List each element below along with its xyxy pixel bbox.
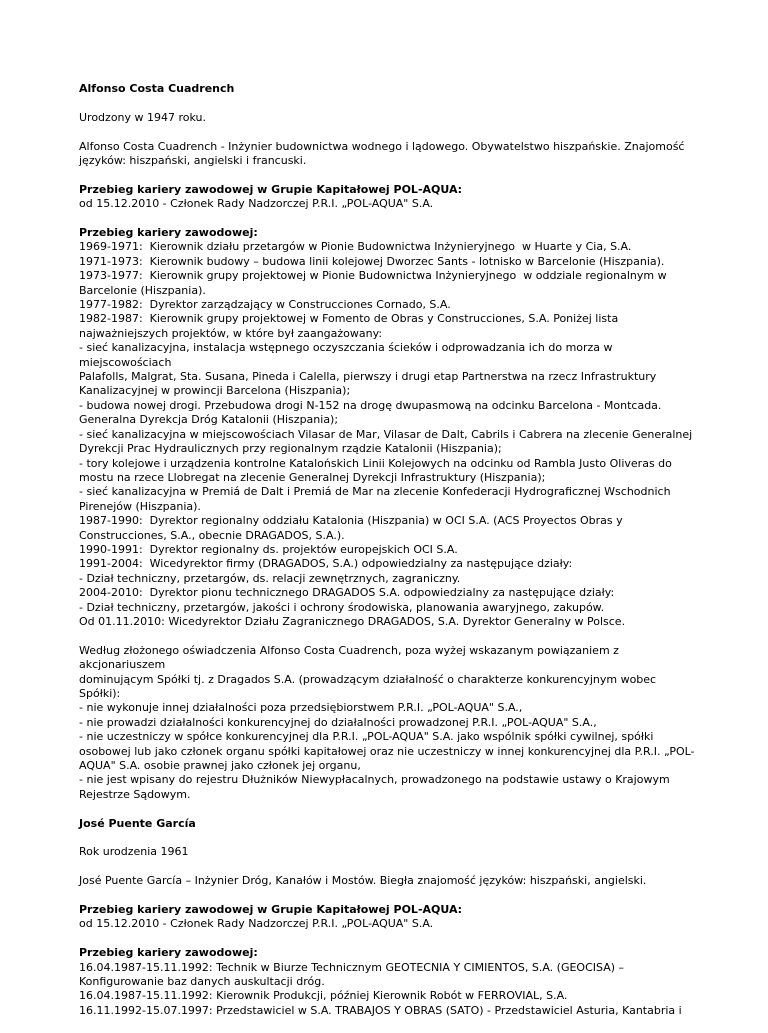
section-heading: Przebieg kariery zawodowej w Grupie Kapitałowej POL-AQUA: <box>79 182 463 196</box>
text-line: Konfigurowanie baz danych auskultacji dróg. <box>79 975 325 989</box>
text-line: od 15.12.2010 - Członek Rady Nadzorczej P.R.I. „POL-AQUA" S.A. <box>79 917 434 931</box>
text-line: 1982-1987: Kierownik grupy projektowej w Fomento de Obras y Construcciones, S.A. Poniżej lista <box>79 312 619 326</box>
person2-career <box>79 946 699 1018</box>
person1-group-career <box>79 183 699 212</box>
text-line: mostu na rzece Llobregat na zlecenie Generalnej Dyrekcji Infrastruktury (Hiszpania); <box>79 470 546 484</box>
text-line: - Dział techniczny, przetargów, ds. relacji zewnętrznych, zagraniczny. <box>79 571 461 585</box>
text-line: najważniejszych projektów, w które był zaangażowany: <box>79 326 383 340</box>
person1-description <box>79 140 699 169</box>
text-line: 1990-1991: Dyrektor regionalny ds. projektów europejskich OCI S.A. <box>79 542 458 556</box>
text-line: 16.11.1992-15.07.1997: Przedstawiciel w S.A. TRABAJOS Y OBRAS (SATO) - Przedstawiciel Asturia, Kantabria i <box>79 1003 682 1017</box>
text-line: Dyrekcji Prac Hydraulicznych przy regionalnym rządzie Katalonii (Hiszpania); <box>79 442 502 456</box>
section-heading: Przebieg kariery zawodowej: <box>79 226 258 239</box>
text-line: 16.04.1987-15.11.1992: Technik w Biurze Technicznym GEOTECNIA Y CIMIENTOS, S.A. (GEOCISA) – <box>79 960 625 974</box>
text-line: - nie uczestniczy w spółce konkurencyjnej dla P.R.I. „POL-AQUA" S.A. jako wspólnik spółki cywilnej, spółki <box>79 730 654 744</box>
document-page <box>79 82 699 1033</box>
person1-statement <box>79 644 699 802</box>
text-line: języków: hiszpański, angielski i francuski. <box>79 154 307 167</box>
person1-career <box>79 226 699 629</box>
text-line: - budowa nowej drogi. Przebudowa drogi N-152 na drogę dwupasmową na odcinku Barcelona - Montcada. <box>79 398 662 412</box>
text-line: 1971-1973: Kierownik budowy – budowa linii kolejowej Dworzec Sants - lotnisko w Barcelonie (Hiszpania). <box>79 254 665 268</box>
text-line: Generalna Dyrekcja Dróg Katalonii (Hiszpania); <box>79 413 339 427</box>
text-line: - nie prowadzi działalności konkurencyjnej do działalności prowadzonej P.R.I. „POL-AQUA" S.A., <box>79 715 597 729</box>
text-line: AQUA" S.A. osobie prawnej jako członek jej organu, <box>79 759 361 773</box>
text-line: Według złożonego oświadczenia Alfonso Costa Cuadrench, poza wyżej wskazanym powiązaniem z akcjonariuszem <box>79 643 623 672</box>
person2-description: José Puente García – Inżynier Dróg, Kanałów i Mostów. Biegła znajomość języków: hiszpański, angielski. <box>79 874 647 888</box>
person1-name: Alfonso Costa Cuadrench <box>79 82 235 95</box>
text-line: Od 01.11.2010: Wicedyrektor Działu Zagranicznego DRAGADOS, S.A. Dyrektor Generalny w Polsce. <box>79 614 626 628</box>
person1-born: Urodzony w 1947 roku. <box>79 110 207 124</box>
text-line: - sieć kanalizacyjna w miejscowościach Vilasar de Mar, Vilasar de Dalt, Cabrils i Cabrera na zlecenie Generalnej <box>79 427 693 441</box>
text-line: - sieć kanalizacyjna w Premiá de Dalt i Premiá de Mar na zlecenie Konfederacji Hydrograficznej Wschodnich <box>79 485 671 499</box>
text-line: 1969-1971: Kierownik działu przetargów w Pionie Budownictwa Inżynieryjnego w Huarte y Cia, S.A. <box>79 240 632 254</box>
text-line: 16.04.1987-15.11.1992: Kierownik Produkcji, później Kierownik Robót w FERROVIAL, S.A. <box>79 989 568 1003</box>
text-line: - Dział techniczny, przetargów, jakości i ochrony środowiska, planowania awaryjnego, zakupów. <box>79 600 605 614</box>
text-line: Pirenejów (Hiszpania). <box>79 499 201 513</box>
person2-name: José Puente García <box>79 816 196 830</box>
text-line: Construcciones, S.A., obecnie DRAGADOS, S.A.). <box>79 528 345 542</box>
person2-born: Rok urodzenia 1961 <box>79 845 189 859</box>
text-line: 1991-2004: Wicedyrektor firmy (DRAGADOS, S.A.) odpowiedzialny za następujące działy: <box>79 557 573 571</box>
text-line: - tory kolejowe i urządzenia kontrolne Katalońskich Linii Kolejowych na odcinku od Rambla Justo Oliveras do <box>79 456 672 470</box>
text-line: Alfonso Costa Cuadrench - Inżynier budownictwa wodnego i lądowego. Obywatelstwo hiszpańskie. Znajomość <box>79 139 685 153</box>
text-line: - sieć kanalizacyjna, instalacja wstępnego oczyszczania ścieków i odprowadzania ich do morza w miejscowościach <box>79 341 617 369</box>
section-heading: Przebieg kariery zawodowej: <box>79 946 258 960</box>
text-line: 1973-1977: Kierownik grupy projektowej w Pionie Budownictwa Inżynieryjnego w oddziale regionalnym w <box>79 269 667 283</box>
person2-group-career <box>79 903 699 932</box>
text-line: Rejestrze Sądowym. <box>79 787 191 801</box>
career-list <box>79 240 699 629</box>
career-list <box>79 961 699 1019</box>
text-line: 1987-1990: Dyrektor regionalny oddziału Katalonia (Hiszpania) w OCI S.A. (ACS Proyectos Obras y <box>79 514 623 528</box>
text-line: od 15.12.2010 - Członek Rady Nadzorczej P.R.I. „POL-AQUA" S.A. <box>79 197 434 211</box>
text-line: 2004-2010: Dyrektor pionu technicznego DRAGADOS S.A. odpowiedzialny za następujące działy: <box>79 586 615 600</box>
text-line: osobowej lub jako członek organu spółki kapitałowej oraz nie uczestniczy w innej konkurencyjnej dla P.R.I. „POL- <box>79 744 695 758</box>
text-line: - nie wykonuje innej działalności poza przedsiębiorstwem P.R.I. „POL-AQUA" S.A., <box>79 701 523 715</box>
text-line: - nie jest wpisany do rejestru Dłużników Niewypłacalnych, prowadzonego na podstawie ustawy o Krajowym <box>79 773 670 787</box>
text-line: 1977-1982: Dyrektor zarządzający w Construcciones Cornado, S.A. <box>79 298 451 312</box>
text-line: Barcelonie (Hiszpania). <box>79 283 206 297</box>
text-line: Palafolls, Malgrat, Sta. Susana, Pineda i Calella, pierwszy i drugi etap Partnerstwa na rzecz Infrastruktury <box>79 370 657 384</box>
section-heading: Przebieg kariery zawodowej w Grupie Kapitałowej POL-AQUA: <box>79 903 463 917</box>
text-line: Kanalizacyjnej w prowincji Barcelona (Hiszpania); <box>79 384 351 398</box>
text-line: dominującym Spółki tj. z Dragados S.A. (prowadzącym działalność o charakterze konkurencyjnym wobec Spółki): <box>79 672 660 700</box>
